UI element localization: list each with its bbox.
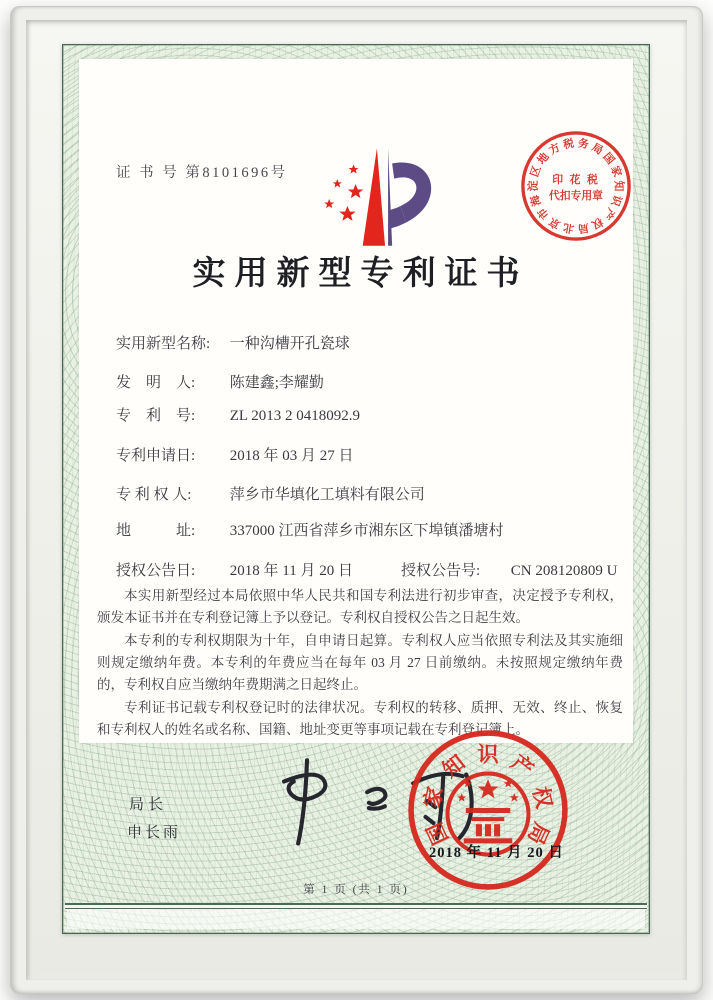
signer-name: 申长雨 <box>127 825 182 841</box>
svg-text:国: 国 <box>600 150 617 167</box>
grant-date-stamp: 2018 年 11 月 20 日 <box>429 845 564 861</box>
field-row-patent-number <box>116 404 619 425</box>
legal-paragraph-1: 本实用新型经过本局依照中华人民共和国专利法进行初步审查，决定授予专利权，颁发本证书并在专利登记簿上予以登记。专利权自授权公告之日起生效。 <box>97 588 623 625</box>
svg-text:产: 产 <box>600 205 617 222</box>
legal-paragraph-2: 本专利的专利权期限为十年，自申请日起算。专利权人应当依照专利法及其实施细则规定缴纳年费。本专利的年费应当在每年 03 月 27 日前缴纳。未按照规定缴纳年费的，专利权自应当缴纳年费期满之日起终止。 <box>97 633 623 692</box>
field-row-address <box>116 519 619 540</box>
field-label: 授权公告号: <box>401 563 481 579</box>
svg-text:家: 家 <box>419 784 448 811</box>
field-label: 实用新型名称: <box>116 336 211 352</box>
certificate-paper <box>62 44 650 934</box>
field-label: 发 明 人: <box>116 375 196 391</box>
svg-text:淀: 淀 <box>527 180 540 192</box>
field-value: 2018 年 11 月 20 日 <box>229 563 353 579</box>
field-row-filing-date <box>116 444 619 465</box>
legal-text <box>97 585 623 742</box>
svg-text:知: 知 <box>612 180 625 192</box>
svg-text:局: 局 <box>523 818 554 849</box>
paper-bottom-margin <box>67 909 645 929</box>
field-label: 专 利 号: <box>116 408 196 424</box>
seal-center-line1: 印 花 税 <box>552 174 600 187</box>
svg-text:权: 权 <box>528 784 557 811</box>
legal-paragraph-3: 专利证书记载专利权登记时的法律状况。专利权的转移、质押、无效、终止、恢复和专利权人的姓名或名称、国籍、地址变更等事项记载在专利登记簿上。 <box>97 700 623 737</box>
cnipa-seal <box>405 727 571 893</box>
seal-center-line2: 代扣专用章 <box>549 189 603 202</box>
svg-text:海: 海 <box>528 193 544 208</box>
svg-text:税: 税 <box>562 137 576 152</box>
svg-text:市: 市 <box>535 205 552 222</box>
svg-text:地: 地 <box>535 150 552 167</box>
svg-text:方: 方 <box>547 141 563 158</box>
signer-title: 局长 <box>129 797 168 813</box>
field-value: ZL 2013 2 0418092.9 <box>229 408 361 424</box>
svg-text:局: 局 <box>589 141 605 158</box>
field-value: 一种沟槽开孔瓷球 <box>229 336 350 352</box>
svg-text:家: 家 <box>608 164 624 179</box>
field-grant-number <box>401 559 617 580</box>
svg-text:识: 识 <box>608 193 624 208</box>
svg-text:权: 权 <box>589 214 605 231</box>
svg-text:产: 产 <box>506 750 538 783</box>
certificate-title: 实用新型专利证书 <box>192 256 529 292</box>
certificate-number: 证 书 号 第8101696号 <box>116 165 288 181</box>
field-value: CN 208120809 U <box>510 563 618 579</box>
stamp-tax-seal <box>517 127 635 245</box>
svg-text:务: 务 <box>576 137 590 152</box>
field-value: 337000 江西省萍乡市湘东区下埠镇潘塘村 <box>229 523 504 539</box>
field-row-patentee <box>116 483 619 504</box>
field-row-name <box>116 332 619 353</box>
svg-text:京: 京 <box>547 214 563 231</box>
footer-divider <box>65 903 647 909</box>
field-value: 陈建鑫;李耀勤 <box>229 375 324 391</box>
svg-text:知: 知 <box>438 750 470 783</box>
seal-ring-char: 北 <box>562 220 576 235</box>
field-row-grant <box>116 559 619 580</box>
cnipa-logo-icon <box>317 143 449 257</box>
page-number: 第 1 页 (共 1 页) <box>303 884 409 896</box>
field-value: 2018 年 03 月 27 日 <box>229 448 354 464</box>
field-value: 萍乡市华填化工填料有限公司 <box>229 487 425 503</box>
field-row-inventors <box>116 371 619 392</box>
svg-text:识: 识 <box>477 742 499 767</box>
seal-ring-char: 国 <box>422 818 453 849</box>
field-label: 专 利 权 人: <box>116 487 192 503</box>
field-label: 地 址: <box>116 523 196 539</box>
field-label: 专利申请日: <box>116 448 196 464</box>
svg-text:区: 区 <box>528 164 544 179</box>
svg-text:局: 局 <box>576 220 590 235</box>
field-label: 授权公告日: <box>116 563 196 579</box>
